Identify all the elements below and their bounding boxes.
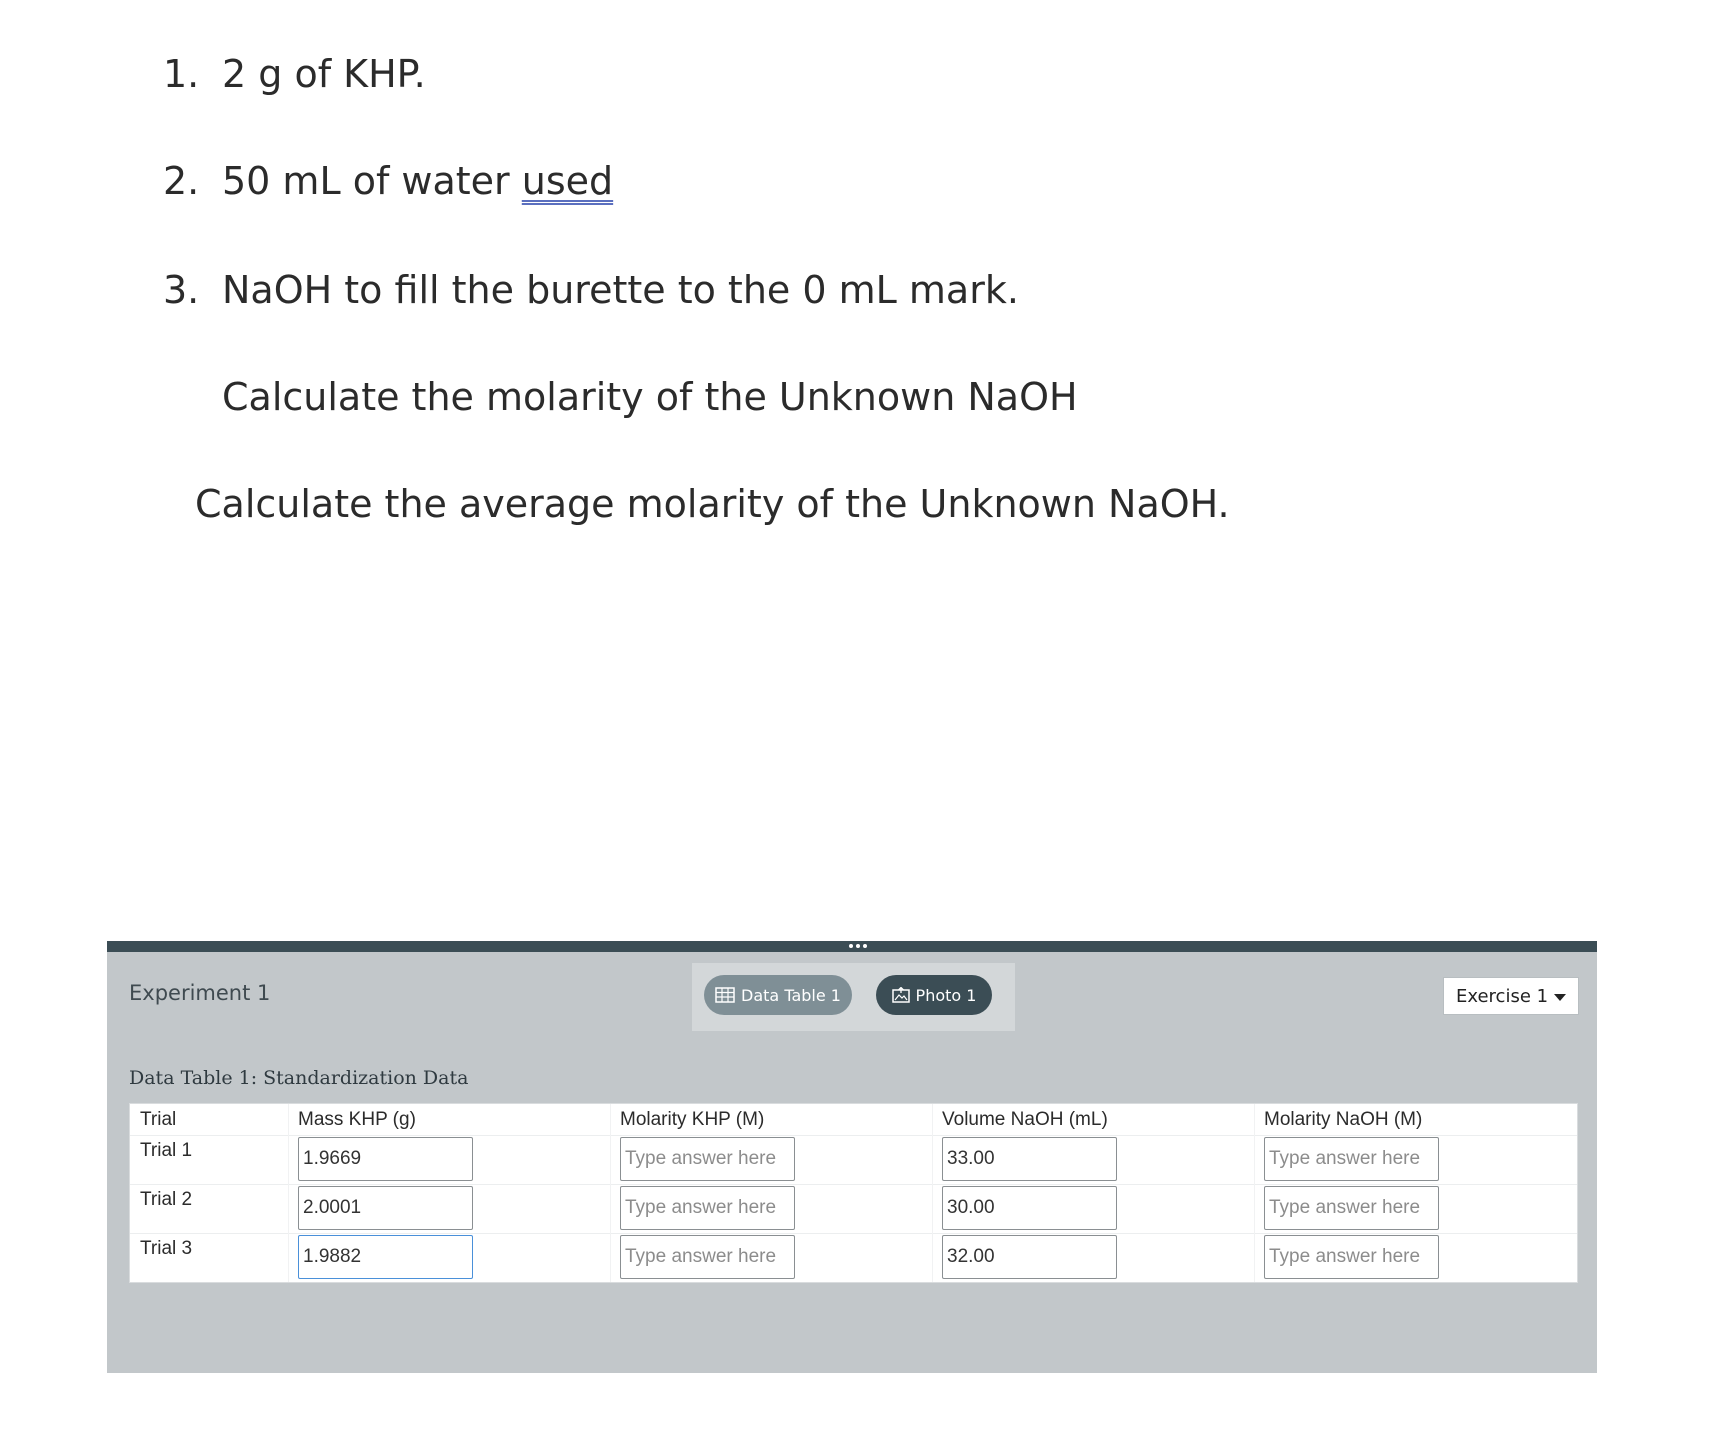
volume-naoh-input-trial-3[interactable]: [942, 1235, 1117, 1279]
volume-naoh-input-trial-2[interactable]: [942, 1186, 1117, 1230]
list-item-2: [222, 157, 613, 205]
column-header-trial: Trial: [140, 1109, 177, 1130]
exercise-select[interactable]: [1443, 977, 1579, 1015]
molarity-naoh-input-trial-1[interactable]: [1264, 1137, 1439, 1181]
trial-label-3: Trial 3: [140, 1238, 193, 1259]
molarity-khp-input-trial-1[interactable]: [620, 1137, 795, 1181]
column-divider: [610, 1104, 611, 1282]
drag-handle-icon[interactable]: [843, 939, 873, 953]
spellcheck-underlined-word[interactable]: used: [521, 159, 614, 203]
panel-tab-strip: [692, 963, 1015, 1031]
list-number-2: 2.: [163, 159, 200, 203]
table-icon: [715, 987, 735, 1003]
row-divider: [130, 1233, 1577, 1234]
instruction-molarity: Calculate the molarity of the Unknown NaOH: [222, 375, 1078, 419]
mass-khp-input-trial-2[interactable]: [298, 1186, 473, 1230]
molarity-khp-input-trial-2[interactable]: [620, 1186, 795, 1230]
column-divider: [288, 1104, 289, 1282]
trial-label-1: Trial 1: [140, 1140, 193, 1161]
mass-khp-input-trial-3[interactable]: [298, 1235, 473, 1279]
instruction-average-molarity: Calculate the average molarity of the Unknown NaOH.: [195, 482, 1230, 526]
photo-icon: [892, 987, 910, 1003]
molarity-khp-input-trial-3[interactable]: [620, 1235, 795, 1279]
list-item-2-text: 50 mL of water: [222, 159, 522, 203]
exercise-select-value: Exercise 1: [1456, 985, 1549, 1007]
table-caption: Data Table 1: Standardization Data: [129, 1067, 469, 1089]
tab-photo-1[interactable]: [876, 975, 992, 1015]
column-header-mass-khp: Mass KHP (g): [298, 1109, 416, 1130]
molarity-naoh-input-trial-2[interactable]: [1264, 1186, 1439, 1230]
tab-data-table-1-label: Data Table 1: [741, 985, 841, 1005]
row-divider: [130, 1184, 1577, 1185]
list-number-3: 3.: [163, 268, 200, 312]
column-header-molarity-naoh: Molarity NaOH (M): [1264, 1109, 1423, 1130]
tab-photo-1-label: Photo 1: [915, 985, 977, 1005]
panel-resize-bar[interactable]: [107, 941, 1597, 952]
column-header-molarity-khp: Molarity KHP (M): [620, 1109, 765, 1130]
tab-data-table-1[interactable]: [704, 975, 852, 1015]
panel-title: Experiment 1: [129, 981, 271, 1005]
molarity-naoh-input-trial-3[interactable]: [1264, 1235, 1439, 1279]
column-divider: [932, 1104, 933, 1282]
list-number-1: 1.: [163, 52, 200, 96]
trial-label-2: Trial 2: [140, 1189, 193, 1210]
row-divider: [130, 1135, 1577, 1136]
list-item-3: NaOH to fill the burette to the 0 mL mark.: [222, 268, 1019, 312]
column-header-volume-naoh: Volume NaOH (mL): [942, 1109, 1108, 1130]
column-divider: [1254, 1104, 1255, 1282]
list-item-1: 2 g of KHP.: [222, 52, 426, 96]
mass-khp-input-trial-1[interactable]: [298, 1137, 473, 1181]
standardization-data-table: [129, 1103, 1578, 1283]
experiment-panel: [107, 941, 1597, 1373]
volume-naoh-input-trial-1[interactable]: [942, 1137, 1117, 1181]
chevron-down-icon: [1554, 994, 1566, 1001]
